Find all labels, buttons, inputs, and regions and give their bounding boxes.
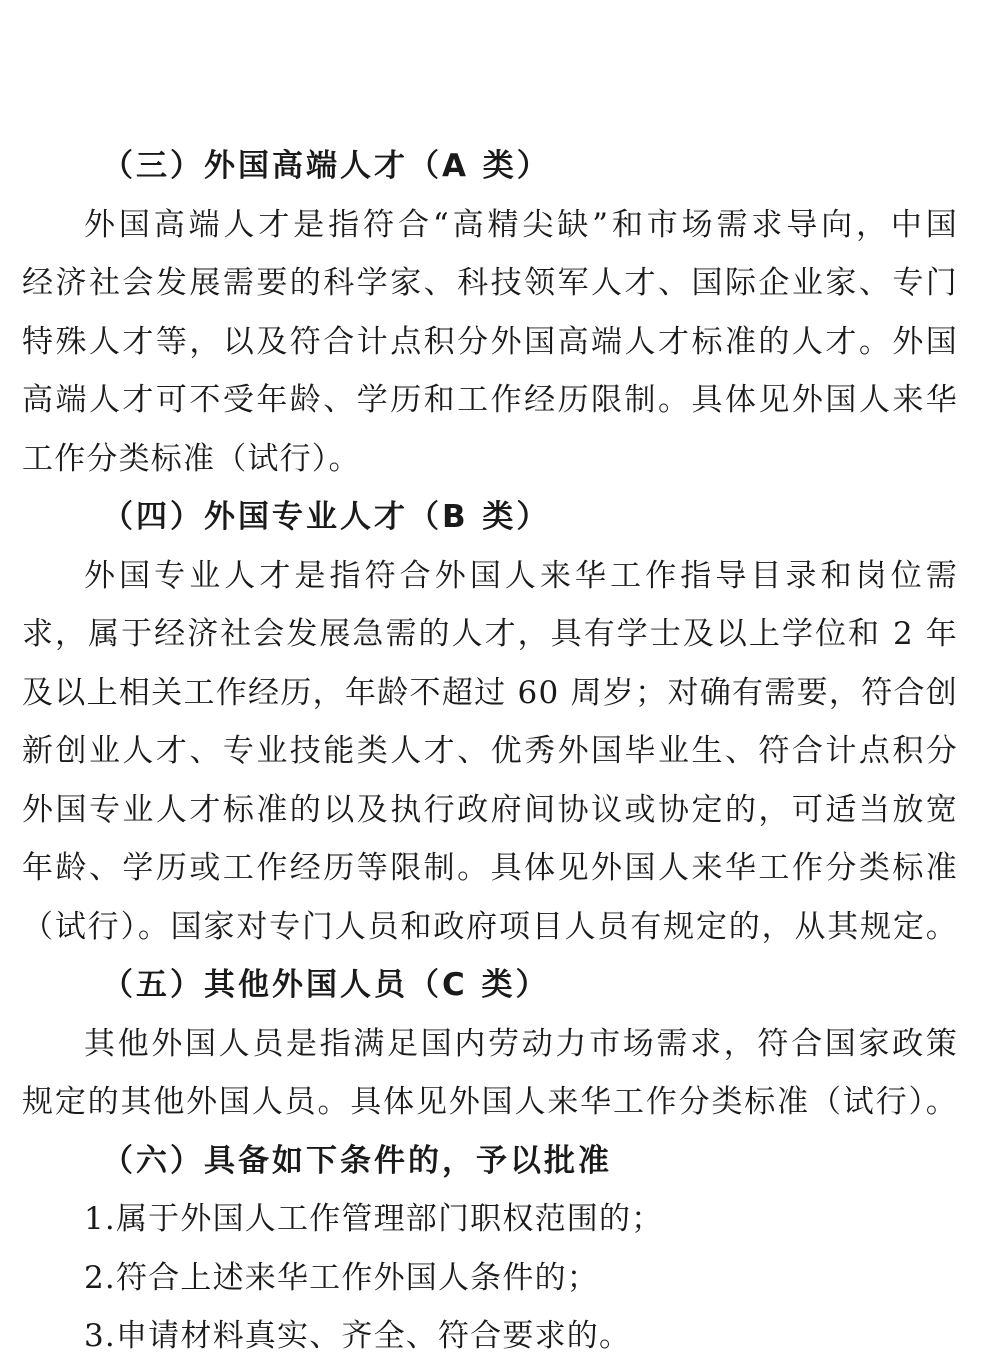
section-heading-a: （三）外国高端人才（A 类）: [102, 148, 551, 184]
condition-item-2: 2.符合上述来华工作外国人条件的；: [84, 1259, 599, 1296]
document-page: [22, 137, 958, 1366]
paragraph-line: 及以上相关工作经历，年龄不超过 60 周岁；对确有需要，符合创: [22, 674, 958, 711]
paragraph-line: 外国专业人才是指符合外国人来华工作指导目录和岗位需: [84, 557, 958, 594]
section-heading-c: （五）其他外国人员（C 类）: [102, 967, 550, 1003]
paragraph-line: 外国专业人才标准的以及执行政府间协议或协定的，可适当放宽: [22, 791, 958, 828]
paragraph-line: 规定的其他外国人员。具体见外国人来华工作分类标准（试行）。: [22, 1084, 958, 1120]
paragraph-line: 其他外国人员是指满足国内劳动力市场需求，符合国家政策: [84, 1025, 958, 1062]
condition-item-1: 1.属于外国人工作管理部门职权范围的；: [84, 1201, 664, 1237]
section-heading-b: （四）外国专业人才（B 类）: [102, 499, 551, 535]
paragraph-line: 工作分类标准（试行）。: [22, 440, 361, 477]
paragraph-line: 经济社会发展需要的科学家、科技领军人才、国际企业家、专门: [22, 265, 958, 301]
paragraph-line: 特殊人才等，以及符合计点积分外国高端人才标准的人才。外国: [22, 323, 958, 360]
paragraph-line: 年龄、学历或工作经历等限制。具体见外国人来华工作分类标准: [22, 850, 958, 886]
paragraph-line: 高端人才可不受年龄、学历和工作经历限制。具体见外国人来华: [22, 382, 958, 418]
condition-item-3: 3.申请材料真实、齐全、符合要求的。: [84, 1318, 632, 1354]
paragraph-line: （试行）。国家对专门人员和政府项目人员有规定的，从其规定。: [22, 908, 958, 945]
section-heading-approval: （六）具备如下条件的，予以批准: [102, 1142, 612, 1179]
paragraph-line: 求，属于经济社会发展急需的人才，具有学士及以上学位和 2 年: [22, 616, 958, 652]
paragraph-line: 新创业人才、专业技能类人才、优秀外国毕业生、符合计点积分: [22, 733, 958, 769]
paragraph-line: 外国高端人才是指符合“高精尖缺”和市场需求导向，中国: [84, 206, 958, 243]
